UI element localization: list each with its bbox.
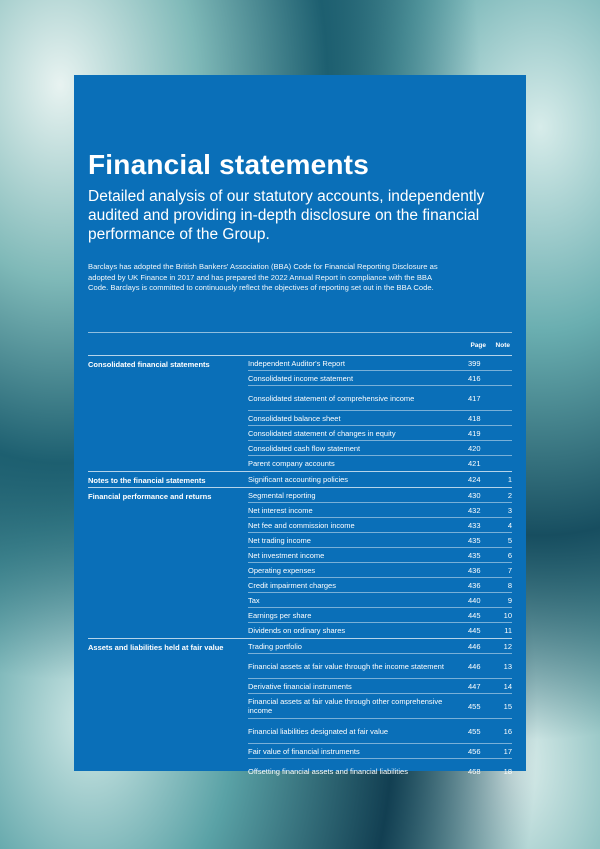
intro-paragraph: Barclays has adopted the British Bankers' Association (BBA) Code for Financial Reporting Disclosure as adopted by UK Finance in 2017 and has prepared the 2022 Annual Report in compliance with the BBA Code. Barclays is committed to continuously reflect the objectives of reporting set out in the BBA Code.	[88, 262, 438, 292]
row-title: Fair value of financial instruments	[248, 746, 360, 756]
row-title: Consolidated balance sheet	[248, 413, 341, 423]
contents-row[interactable]	[248, 679, 512, 694]
row-page-number: 468	[468, 767, 481, 776]
row-page-number: 456	[468, 746, 481, 756]
row-page-number: 436	[468, 565, 481, 575]
row-note-number: 3	[507, 505, 512, 515]
contents-row[interactable]	[248, 694, 512, 719]
row-page-number: 430	[468, 490, 481, 500]
row-note-number: 18	[503, 767, 512, 776]
row-note-number: 17	[503, 746, 512, 756]
row-page-number: 435	[468, 535, 481, 545]
row-page-number: 417	[468, 393, 481, 403]
page-subtitle: Detailed analysis of our statutory accounts, independently audited and providing in-depth disclosure on the financial performance of the Group.	[88, 188, 485, 243]
row-note-number: 1	[507, 475, 512, 484]
contents-row[interactable]	[248, 623, 512, 638]
row-title: Net interest income	[248, 505, 313, 515]
row-page-number: 421	[468, 459, 481, 468]
row-note-number: 11	[504, 626, 512, 635]
row-title: Segmental reporting	[248, 490, 316, 500]
row-title: Dividends on ordinary shares	[248, 626, 346, 635]
contents-row[interactable]	[248, 518, 512, 533]
row-title: Financial assets at fair value through the income statement	[248, 661, 444, 671]
contents-row[interactable]	[248, 371, 512, 386]
page-title: Financial statements	[88, 149, 369, 180]
row-note-number: 14	[503, 681, 512, 691]
row-title: Consolidated cash flow statement	[248, 443, 361, 453]
row-page-number: 432	[468, 505, 481, 515]
contents-row[interactable]	[248, 503, 512, 518]
row-note-number: 5	[507, 535, 512, 545]
row-title: Tax	[248, 595, 260, 605]
row-title: Net fee and commission income	[248, 520, 355, 530]
row-page-number: 399	[468, 358, 481, 368]
row-title: Earnings per share	[248, 610, 312, 620]
row-page-number: 436	[468, 580, 481, 590]
contents-row[interactable]	[248, 488, 512, 503]
row-page-number: 455	[468, 701, 481, 711]
section-rows	[248, 639, 512, 784]
contents-section	[88, 355, 512, 471]
row-page-number: 446	[468, 641, 481, 651]
row-page-number: 440	[468, 595, 481, 605]
contents-row[interactable]	[248, 472, 512, 487]
row-page-number: 433	[468, 520, 481, 530]
contents-sections	[88, 355, 512, 784]
contents-row[interactable]	[248, 744, 512, 759]
contents-row[interactable]	[248, 639, 512, 654]
row-page-number: 424	[468, 475, 481, 484]
page-column-header: Page	[470, 342, 486, 349]
row-title: Parent company accounts	[248, 459, 335, 468]
section-rows	[248, 356, 512, 471]
row-page-number: 447	[468, 681, 481, 691]
contents-section	[88, 638, 512, 784]
row-page-number: 418	[468, 413, 481, 423]
row-note-number: 12	[503, 641, 512, 651]
section-title: Notes to the financial statements	[88, 476, 206, 485]
section-title: Financial performance and returns	[88, 492, 212, 501]
contents-row[interactable]	[248, 654, 512, 679]
contents-row[interactable]	[248, 593, 512, 608]
contents-row[interactable]	[248, 356, 512, 371]
note-column-header: Note	[495, 342, 510, 349]
row-page-number: 445	[468, 626, 481, 635]
row-title: Consolidated statement of comprehensive income	[248, 393, 415, 403]
row-note-number: 13	[503, 661, 512, 671]
row-note-number: 8	[507, 580, 512, 590]
contents-row[interactable]	[248, 608, 512, 623]
row-title: Independent Auditor's Report	[248, 358, 345, 368]
contents-row[interactable]	[248, 719, 512, 744]
row-note-number: 9	[507, 595, 512, 605]
row-note-number: 10	[503, 610, 512, 620]
contents-row[interactable]	[248, 533, 512, 548]
row-note-number: 6	[507, 550, 512, 560]
row-note-number: 7	[507, 565, 512, 575]
section-rows	[248, 488, 512, 638]
contents-row[interactable]	[248, 411, 512, 426]
row-note-number: 15	[503, 701, 512, 711]
row-page-number: 416	[468, 373, 481, 383]
row-title: Offsetting financial assets and financial liabilities	[248, 767, 408, 776]
contents-row[interactable]	[248, 563, 512, 578]
section-title: Assets and liabilities held at fair value	[88, 643, 224, 652]
row-title: Financial assets at fair value through other comprehensive income	[248, 697, 443, 715]
row-page-number: 420	[468, 443, 481, 453]
row-note-number: 4	[507, 520, 512, 530]
section-rows	[248, 472, 512, 487]
row-title: Credit impairment charges	[248, 580, 336, 590]
contents-header	[88, 333, 512, 355]
contents-row[interactable]	[248, 548, 512, 563]
row-title: Consolidated income statement	[248, 373, 354, 383]
row-title: Consolidated statement of changes in equity	[248, 428, 396, 438]
row-page-number: 435	[468, 550, 481, 560]
contents-row[interactable]	[248, 386, 512, 411]
section-title: Consolidated financial statements	[88, 360, 210, 369]
contents-row[interactable]	[248, 456, 512, 471]
row-title: Net investment income	[248, 550, 325, 560]
contents-table	[88, 332, 512, 784]
contents-section	[88, 471, 512, 487]
row-page-number: 445	[468, 610, 481, 620]
row-title: Financial liabilities designated at fair value	[248, 726, 389, 736]
row-title: Operating expenses	[248, 565, 316, 575]
content-panel	[74, 75, 526, 776]
row-note-number: 16	[503, 726, 512, 736]
contents-row[interactable]	[248, 426, 512, 441]
contents-row[interactable]	[248, 759, 512, 784]
row-page-number: 419	[468, 428, 481, 438]
contents-section	[88, 487, 512, 638]
row-page-number: 455	[468, 726, 481, 736]
contents-row[interactable]	[248, 441, 512, 456]
row-title: Net trading income	[248, 535, 311, 545]
row-note-number: 2	[507, 490, 512, 500]
contents-row[interactable]	[248, 578, 512, 593]
row-title: Significant accounting policies	[248, 475, 349, 484]
row-title: Derivative financial instruments	[248, 681, 352, 691]
row-page-number: 446	[468, 661, 481, 671]
row-title: Trading portfolio	[248, 641, 302, 651]
